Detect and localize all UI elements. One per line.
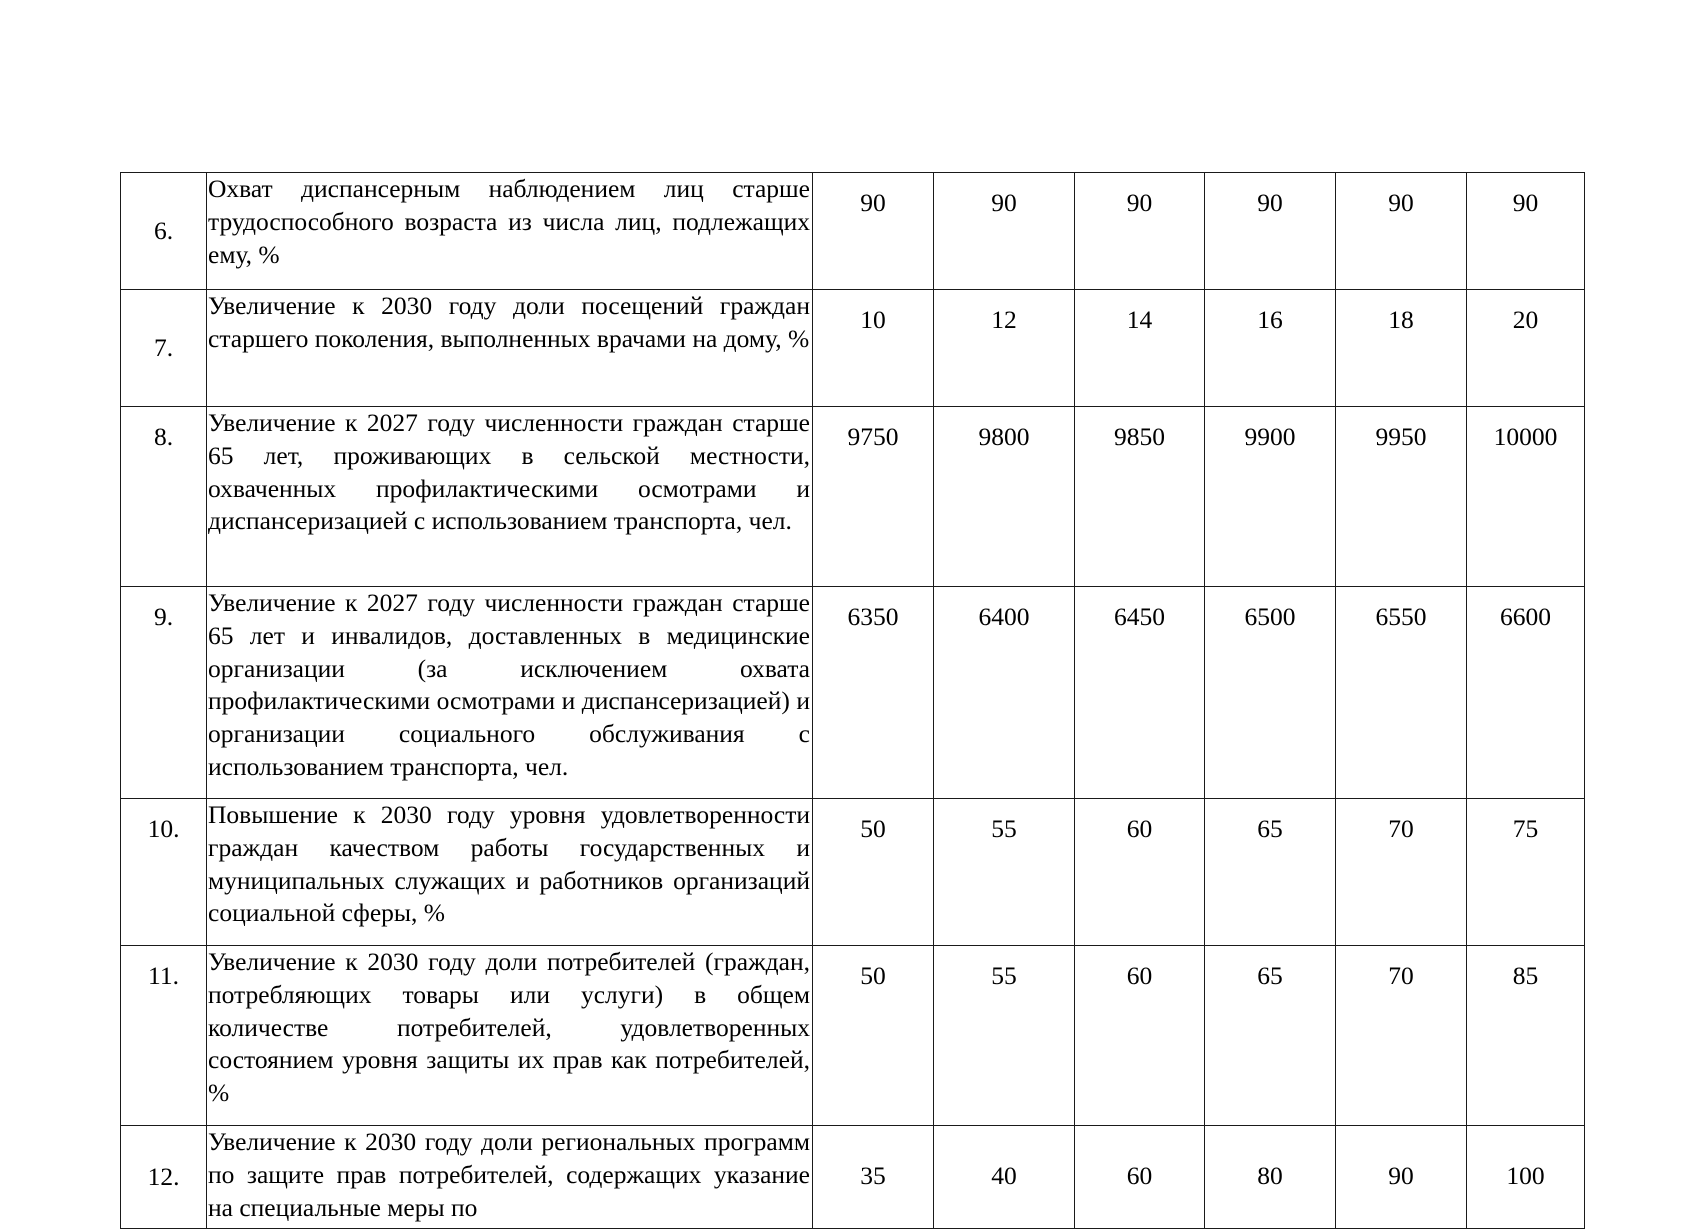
value-cell: 16 xyxy=(1205,290,1336,407)
value-cell: 6350 xyxy=(813,587,934,799)
value-cell: 50 xyxy=(813,799,934,946)
value-cell: 75 xyxy=(1467,799,1585,946)
value-cell: 70 xyxy=(1336,946,1467,1126)
value-cell: 90 xyxy=(1205,173,1336,290)
value-cell: 60 xyxy=(1075,1126,1205,1229)
row-number: 11. xyxy=(121,946,207,1126)
value-cell: 18 xyxy=(1336,290,1467,407)
value-cell: 80 xyxy=(1205,1126,1336,1229)
table-row xyxy=(121,173,1585,290)
table-row xyxy=(121,407,1585,587)
value-cell: 9800 xyxy=(934,407,1075,587)
value-cell: 55 xyxy=(934,946,1075,1126)
value-cell: 20 xyxy=(1467,290,1585,407)
value-cell: 6500 xyxy=(1205,587,1336,799)
indicator-description-text: Увеличение к 2030 году доли региональных программ по защите прав потребителей, содержащих указание на специальные меры по xyxy=(208,1127,810,1222)
row-number: 8. xyxy=(121,407,207,587)
table-row xyxy=(121,290,1585,407)
value-cell: 90 xyxy=(1336,1126,1467,1229)
table-row xyxy=(121,587,1585,799)
row-number: 12. xyxy=(121,1126,207,1229)
value-cell: 35 xyxy=(813,1126,934,1229)
table-row xyxy=(121,799,1585,946)
value-cell: 60 xyxy=(1075,946,1205,1126)
table-row xyxy=(121,946,1585,1126)
indicator-description: Увеличение к 2027 году численности граждан старше 65 лет и инвалидов, доставленных в медицинские организации (за исключением охвата профилактическими осмотрами и диспансеризацией) и организации социального обслуживания с использованием транспорта, чел. xyxy=(207,587,813,799)
value-cell: 10 xyxy=(813,290,934,407)
value-cell: 6400 xyxy=(934,587,1075,799)
value-cell: 6450 xyxy=(1075,587,1205,799)
table-row xyxy=(121,1126,1585,1229)
indicator-description: Увеличение к 2027 году численности граждан старше 65 лет, проживающих в сельской местности, охваченных профилактическими осмотрами и диспансеризацией с использованием транспорта, чел. xyxy=(207,407,813,587)
value-cell: 70 xyxy=(1336,799,1467,946)
value-cell: 90 xyxy=(1467,173,1585,290)
indicator-description xyxy=(207,1126,813,1229)
value-cell: 9750 xyxy=(813,407,934,587)
value-cell: 9950 xyxy=(1336,407,1467,587)
indicator-description: Увеличение к 2030 году доли посещений граждан старшего поколения, выполненных врачами на дому, % xyxy=(207,290,813,407)
value-cell: 6600 xyxy=(1467,587,1585,799)
row-number: 10. xyxy=(121,799,207,946)
value-cell: 65 xyxy=(1205,946,1336,1126)
value-cell: 40 xyxy=(934,1126,1075,1229)
value-cell: 50 xyxy=(813,946,934,1126)
indicator-description: Увеличение к 2030 году доли потребителей (граждан, потребляющих товары или услуги) в общем количестве потребителей, удовлетворенных состоянием уровня защиты их прав как потребителей, % xyxy=(207,946,813,1126)
indicator-description: Повышение к 2030 году уровня удовлетворенности граждан качеством работы государственных и муниципальных служащих и работников организаций социальной сферы, % xyxy=(207,799,813,946)
row-number: 6. xyxy=(121,173,207,290)
value-cell: 9850 xyxy=(1075,407,1205,587)
value-cell: 10000 xyxy=(1467,407,1585,587)
value-cell: 9900 xyxy=(1205,407,1336,587)
value-cell: 90 xyxy=(813,173,934,290)
value-cell: 65 xyxy=(1205,799,1336,946)
value-cell: 14 xyxy=(1075,290,1205,407)
value-cell: 90 xyxy=(934,173,1075,290)
value-cell: 12 xyxy=(934,290,1075,407)
value-cell: 6550 xyxy=(1336,587,1467,799)
value-cell: 90 xyxy=(1336,173,1467,290)
indicator-description: Охват диспансерным наблюдением лиц старше трудоспособного возраста из числа лиц, подлежащих ему, % xyxy=(207,173,813,290)
value-cell: 90 xyxy=(1075,173,1205,290)
value-cell: 85 xyxy=(1467,946,1585,1126)
indicators-table xyxy=(120,172,1585,1229)
value-cell: 55 xyxy=(934,799,1075,946)
value-cell: 100 xyxy=(1467,1126,1585,1229)
value-cell: 60 xyxy=(1075,799,1205,946)
row-number: 7. xyxy=(121,290,207,407)
row-number: 9. xyxy=(121,587,207,799)
